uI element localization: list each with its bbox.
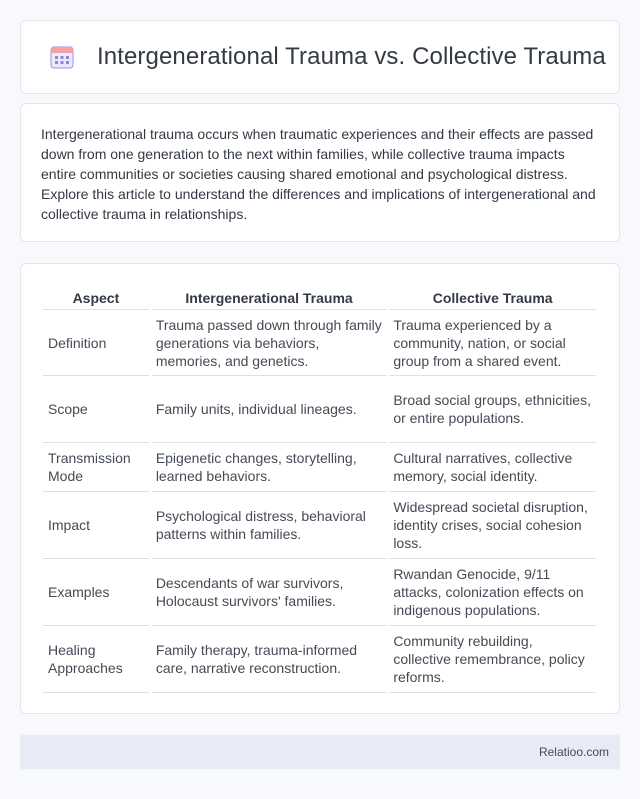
comparison-table-card — [20, 263, 620, 714]
header-collective: Collective Trauma — [389, 284, 596, 310]
aspect-cell: Impact — [43, 492, 149, 559]
footer-bar — [20, 735, 620, 769]
intergenerational-cell: Descendants of war survivors, Holocaust survivors' families. — [152, 559, 387, 626]
calendar-icon — [49, 44, 75, 70]
table-header-row — [43, 284, 596, 310]
intergenerational-cell: Trauma passed down through family generations via behaviors, memories, and genetics. — [152, 310, 387, 376]
collective-cell: Rwandan Genocide, 9/11 attacks, colonization effects on indigenous populations. — [389, 559, 596, 626]
table-row — [43, 443, 596, 492]
aspect-cell: Definition — [43, 310, 149, 376]
table-row — [43, 310, 596, 376]
header-aspect: Aspect — [43, 284, 149, 310]
collective-cell: Broad social groups, ethnicities, or entire populations. — [389, 376, 596, 443]
aspect-cell: Transmission Mode — [43, 443, 149, 492]
intergenerational-cell: Family units, individual lineages. — [152, 376, 387, 443]
collective-cell: Widespread societal disruption, identity crises, social cohesion loss. — [389, 492, 596, 559]
table-row — [43, 376, 596, 443]
intro-card — [20, 103, 620, 242]
footer-brand-link[interactable]: Relatioo.com — [538, 745, 609, 759]
aspect-cell: Examples — [43, 559, 149, 626]
aspect-cell: Scope — [43, 376, 149, 443]
header-intergenerational: Intergenerational Trauma — [152, 284, 387, 310]
collective-cell: Community rebuilding, collective remembrance, policy reforms. — [389, 626, 596, 693]
collective-cell: Cultural narratives, collective memory, social identity. — [389, 443, 596, 492]
collective-cell: Trauma experienced by a community, nation, or social group from a shared event. — [389, 310, 596, 376]
intergenerational-cell: Family therapy, trauma-informed care, narrative reconstruction. — [152, 626, 387, 693]
comparison-table — [40, 284, 599, 693]
table-row — [43, 626, 596, 693]
intergenerational-cell: Psychological distress, behavioral patterns within families. — [152, 492, 387, 559]
intro-paragraph: Intergenerational trauma occurs when traumatic experiences and their effects are passed down from one generation to the next within families, while collective trauma impacts entire communities or societies causing shared emotional and psychological distress. Explore this article to understand the differences and implications of intergenerational and collective trauma in relationships. — [41, 126, 596, 222]
aspect-cell: Healing Approaches — [43, 626, 149, 693]
table-row — [43, 492, 596, 559]
table-row — [43, 559, 596, 626]
page-title: Intergenerational Trauma vs. Collective Trauma — [97, 43, 606, 70]
intergenerational-cell: Epigenetic changes, storytelling, learned behaviors. — [152, 443, 387, 492]
title-card — [20, 20, 620, 94]
